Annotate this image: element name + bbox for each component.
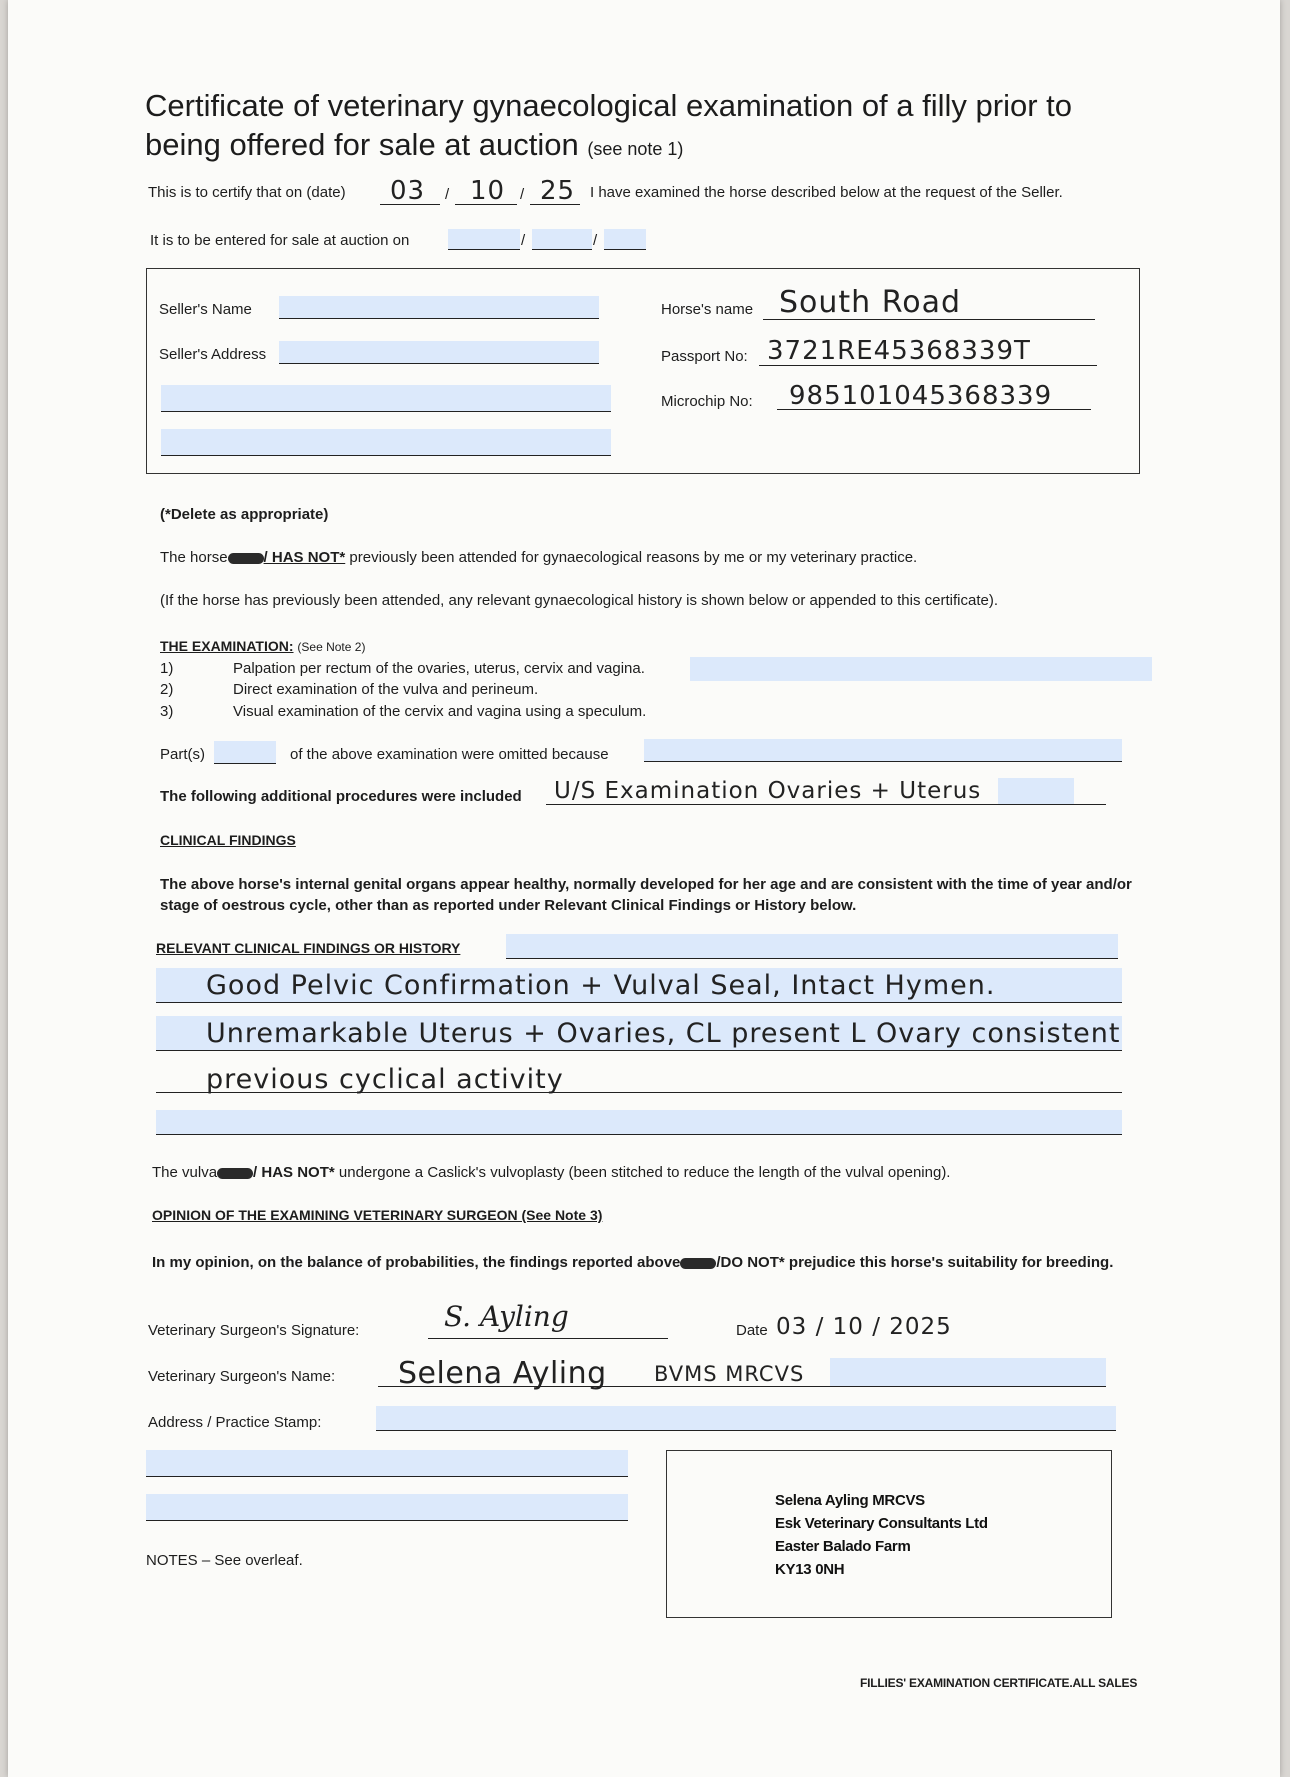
certify-day: 03 bbox=[390, 176, 426, 206]
findings-line-4[interactable] bbox=[156, 1110, 1122, 1135]
omitted-reason-field[interactable] bbox=[644, 739, 1122, 762]
vulva-has-not: / HAS NOT* bbox=[253, 1164, 335, 1181]
vulva-prefix: The vulva bbox=[152, 1164, 218, 1181]
seller-address-field-2[interactable] bbox=[161, 385, 611, 412]
relevant-heading: RELEVANT CLINICAL FINDINGS OR HISTORY bbox=[156, 940, 461, 956]
certify-sep1: / bbox=[445, 186, 450, 203]
microchip-label: Microchip No: bbox=[661, 393, 753, 410]
footer-label: FILLIES' EXAMINATION CERTIFICATE.ALL SALES bbox=[860, 1676, 1138, 1690]
redaction-mark bbox=[228, 553, 264, 564]
auction-label: It is to be entered for sale at auction on bbox=[150, 232, 410, 249]
omitted-middle: of the above examination were omitted because bbox=[290, 746, 609, 763]
exam-item-3-num: 3) bbox=[160, 703, 174, 720]
surgeon-name-value: Selena Ayling bbox=[398, 1356, 607, 1391]
exam-item-2-text: Direct examination of the vulva and perineum. bbox=[233, 681, 539, 698]
certify-prefix: This is to certify that on (date) bbox=[148, 184, 346, 201]
auction-sep2: / bbox=[593, 232, 598, 249]
seller-address-label: Seller's Address bbox=[159, 346, 267, 363]
opinion-statement bbox=[152, 1252, 1142, 1274]
auction-day-field[interactable] bbox=[448, 229, 520, 250]
exam-item-1-text: Palpation per rectum of the ovaries, uterus, cervix and vagina. bbox=[233, 660, 645, 677]
seller-address-field-1[interactable] bbox=[279, 341, 599, 364]
delete-note: (*Delete as appropriate) bbox=[160, 506, 329, 523]
certify-suffix: I have examined the horse described below at the request of the Seller. bbox=[590, 184, 1063, 201]
practice-stamp-box bbox=[666, 1450, 1112, 1618]
surgeon-name-label: Veterinary Surgeon's Name: bbox=[148, 1368, 336, 1385]
history-note: (If the horse has previously been attended, any relevant gynaecological history is shown below or appended to this certificate). bbox=[160, 592, 998, 609]
additional-label: The following additional procedures were included bbox=[160, 788, 522, 805]
exam-item-3-text: Visual examination of the cervix and vagina using a speculum. bbox=[233, 703, 647, 720]
address-field-3[interactable] bbox=[146, 1494, 628, 1521]
additional-line bbox=[546, 804, 1106, 805]
redaction-mark bbox=[680, 1258, 716, 1269]
certify-sep2: / bbox=[520, 186, 525, 203]
opinion-prefix: In my opinion, on the balance of probabilities, the findings reported above bbox=[152, 1254, 681, 1271]
omitted-prefix: Part(s) bbox=[160, 746, 205, 763]
exam-item-2-num: 2) bbox=[160, 681, 174, 698]
additional-value: U/S Examination Ovaries + Uterus bbox=[554, 778, 982, 804]
horse-name-label: Horse's name bbox=[661, 301, 754, 318]
date-label: Date bbox=[736, 1322, 768, 1339]
address-stamp-label: Address / Practice Stamp: bbox=[148, 1414, 322, 1431]
examination-heading-text: THE EXAMINATION: bbox=[160, 638, 294, 654]
attended-suffix: previously been attended for gynaecological reasons by me or my veterinary practice. bbox=[349, 549, 918, 566]
opinion-suffix: prejudice this horse's suitability for breeding. bbox=[788, 1254, 1114, 1271]
redaction-mark bbox=[217, 1168, 253, 1179]
omitted-parts-field[interactable] bbox=[214, 741, 276, 764]
exam-item-1-field[interactable] bbox=[690, 657, 1152, 681]
opinion-do-not: /DO NOT* bbox=[716, 1254, 785, 1271]
stamp-line-1: Selena Ayling MRCVS bbox=[775, 1492, 925, 1509]
address-field-2[interactable] bbox=[146, 1450, 628, 1477]
signature-value: S. Ayling bbox=[444, 1300, 569, 1333]
title-note: (see note 1) bbox=[587, 139, 684, 159]
seller-horse-box bbox=[146, 268, 1140, 474]
relevant-heading-field[interactable] bbox=[506, 934, 1118, 959]
surgeon-name-field[interactable] bbox=[830, 1358, 1106, 1386]
seller-address-field-3[interactable] bbox=[161, 429, 611, 456]
examination-heading bbox=[160, 638, 365, 654]
surgeon-quals: BVMS MRCVS bbox=[654, 1362, 805, 1386]
certify-month: 10 bbox=[470, 176, 506, 206]
vulva-suffix: undergone a Caslick's vulvoplasty (been stitched to reduce the length of the vulval opening). bbox=[338, 1164, 951, 1181]
stamp-line-2: Esk Veterinary Consultants Ltd bbox=[775, 1515, 988, 1532]
title-text: Certificate of veterinary gynaecological examination of a filly prior to being offered for sale at auction bbox=[145, 88, 1073, 162]
attended-has-not: / HAS NOT* bbox=[263, 549, 346, 566]
findings-text-3: previous cyclical activity bbox=[206, 1064, 564, 1095]
signature-label: Veterinary Surgeon's Signature: bbox=[148, 1322, 360, 1339]
attended-prefix: The horse bbox=[160, 549, 228, 566]
findings-text-1: Good Pelvic Confirmation + Vulval Seal, Intact Hymen. bbox=[206, 970, 996, 1001]
auction-year-field[interactable] bbox=[604, 229, 646, 250]
address-field-1[interactable] bbox=[376, 1406, 1116, 1431]
certificate-page bbox=[8, 0, 1280, 1777]
passport-value: 3721RE45368339T bbox=[767, 336, 1031, 366]
vulva-statement bbox=[152, 1164, 950, 1181]
seller-name-field[interactable] bbox=[279, 296, 599, 319]
notes-label: NOTES – See overleaf. bbox=[146, 1552, 303, 1569]
certificate-title bbox=[145, 86, 1145, 169]
examination-note: (See Note 2) bbox=[297, 640, 366, 654]
certify-year: 25 bbox=[540, 176, 576, 206]
horse-name-value: South Road bbox=[779, 285, 962, 320]
clinical-heading: CLINICAL FINDINGS bbox=[160, 832, 296, 848]
stamp-line-3: Easter Balado Farm bbox=[775, 1538, 911, 1555]
opinion-heading: OPINION OF THE EXAMINING VETERINARY SURGEON (See Note 3) bbox=[152, 1207, 603, 1223]
attended-statement bbox=[160, 549, 917, 566]
clinical-statement: The above horse's internal genital organs appear healthy, normally developed for her age and are consistent with the time of year and/or stage of oestrous cycle, other than as reported under Relevant Clinical Findings or History below. bbox=[160, 876, 1132, 914]
passport-label: Passport No: bbox=[661, 348, 748, 365]
seller-name-label: Seller's Name bbox=[159, 301, 252, 318]
microchip-value: 985101045368339 bbox=[789, 381, 1053, 411]
signature-line bbox=[428, 1338, 668, 1339]
exam-item-1-num: 1) bbox=[160, 660, 174, 677]
practice-stamp bbox=[775, 1489, 988, 1581]
findings-text-2: Unremarkable Uterus + Ovaries, CL present L Ovary consistent bbox=[206, 1018, 1121, 1049]
stamp-line-4: KY13 0NH bbox=[775, 1561, 845, 1578]
auction-sep1: / bbox=[521, 232, 526, 249]
additional-field[interactable] bbox=[998, 778, 1074, 804]
auction-month-field[interactable] bbox=[532, 229, 592, 250]
date-value: 03 / 10 / 2025 bbox=[776, 1314, 952, 1340]
